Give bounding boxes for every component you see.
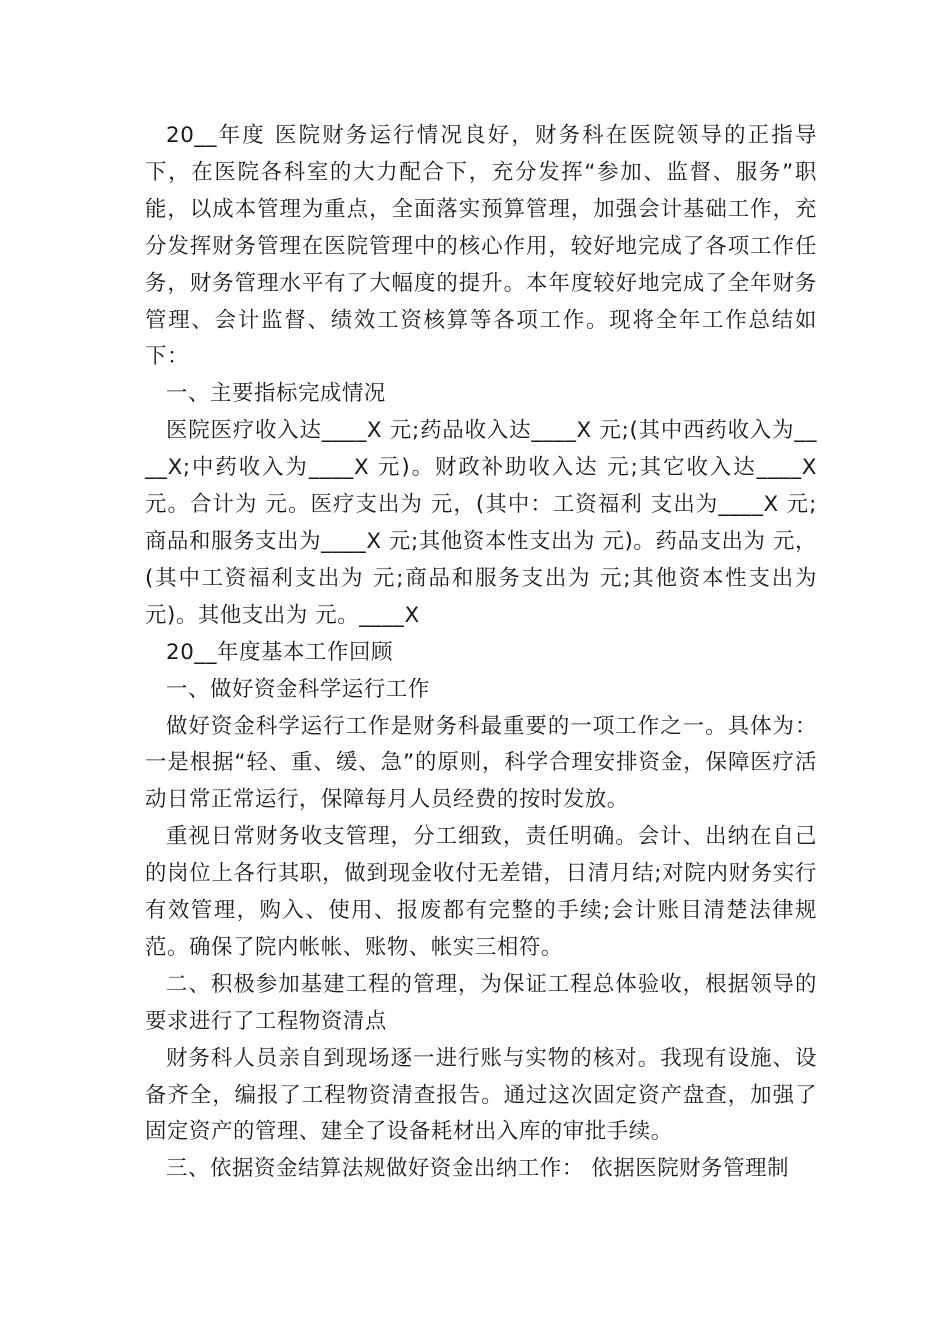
- section-heading-cashier: 三、依据资金结算法规做好资金出纳工作： 依据医院财务管理制: [166, 1156, 790, 1182]
- section-heading-fund-operation: 一、做好资金科学运行工作: [166, 676, 430, 702]
- construction-paragraph: 财务科人员亲自到现场逐一进行账与实物的核对。我现有设施、设备齐全，编报了工程物资清查报告。通过这次固定资产盘查，加强了固定资产的管理、建全了设备耗材出入库的审批手续。: [145, 1045, 817, 1145]
- indicators-paragraph: 医院医疗收入达____X 元;药品收入达____X 元;(其中西药收入为____X;中药收入为____X 元)。财政补助收入达 元;其它收入达____X 元。合计为 元。医疗支出为 元，(其中：工资福利 支出为____X 元;商品和服务支出为____X 元;其他资本性支出为 元)。药品支出为 元，(其中工资福利支出为 元;商品和服务支出为 元;其他资本性支出为 元)。其他支出为 元。____X: [145, 418, 817, 628]
- document-body: [145, 118, 817, 1188]
- intro-paragraph: 20__年度 医院财务运行情况良好，财务科在医院领导的正指导下，在医院各科室的大力配合下，充分发挥“参加、监督、服务”职能，以成本管理为重点，全面落实预算管理，加强会计基础工作，充分发挥财务管理在医院管理中的核心作用，较好地完成了各项工作任务，财务管理水平有了大幅度的提升。本年度较好地完成了全年财务管理、会计监督、绩效工资核算等各项工作。现将全年工作总结如下：: [145, 123, 817, 370]
- review-heading: 20__年度基本工作回顾: [166, 639, 393, 665]
- section-heading-main-indicators: 一、主要指标完成情况: [166, 381, 386, 407]
- section-heading-construction: 二、积极参加基建工程的管理，为保证工程总体验收，根据领导的要求进行了工程物资清点: [145, 971, 817, 1034]
- fund-operation-paragraph: 做好资金科学运行工作是财务科最重要的一项工作之一。具体为：一是根据“轻、重、缓、急”的原则，科学合理安排资金，保障医疗活动日常正常运行，保障每月人员经费的按时发放。: [145, 713, 817, 813]
- daily-management-paragraph: 重视日常财务收支管理，分工细致，责任明确。会计、出纳在自己的岗位上各行其职，做到现金收付无差错，日清月结;对院内财务实行有效管理，购入、使用、报废都有完整的手续;会计账目清楚法律规范。确保了院内帐帐、账物、帐实三相符。: [145, 824, 817, 960]
